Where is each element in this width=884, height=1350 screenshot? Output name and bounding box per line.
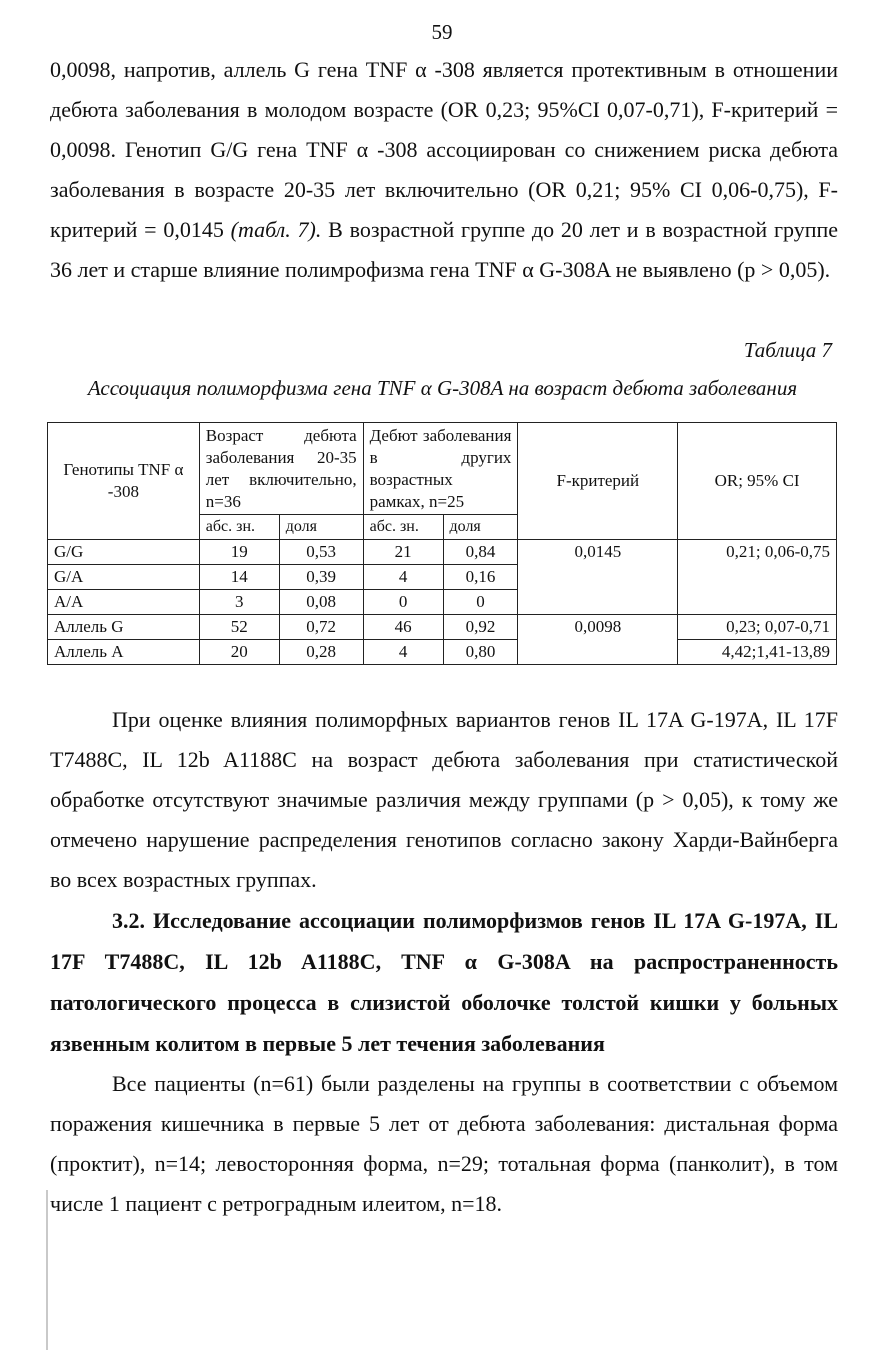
cell-share: 0,80 [443,640,518,665]
row-label: Аллель A [48,640,200,665]
cell-abs: 20 [199,640,279,665]
subheader-abs: абс. зн. [199,515,279,540]
subheader-share: доля [279,515,363,540]
row-label: G/G [48,540,200,565]
section-heading: 3.2. Исследование ассоциации полиморфизмов генов IL 17A G-197A, IL 17F T7488C, IL 12b A1188C, TNF α G-308A на распространенность патологического процесса в слизистой оболочке толстой кишки у больных язвенным колитом в первые 5 лет течения заболевания [50,908,838,1056]
cell-share: 0,39 [279,565,363,590]
paragraph-patient-groups: Все пациенты (n=61) были разделены на группы в соответствии с объемом поражения кишечника в первые 5 лет от дебюта заболевания: дистальная форма (проктит), n=14; левосторонняя форма, n=29; тотальная форма (панколит), в том числе 1 пациент с ретроградным илеитом, n=18. [50,1071,838,1216]
cell-f-alleles: 0,0098 [518,615,678,665]
cell-abs: 3 [199,590,279,615]
cell-f-genotypes: 0,0145 [518,540,678,615]
cell-abs: 46 [363,615,443,640]
cell-share: 0,28 [279,640,363,665]
cell-share: 0,53 [279,540,363,565]
header-group-20-35: Возраст дебюта заболевания 20-35 лет включительно, n=36 [199,423,363,515]
paragraph-text: 0,0098, напротив, аллель G гена TNF α -308 является протективным в отношении дебюта заболевания в молодом возрасте (OR 0,23; 95%CI 0,07-0,71), F-критерий = 0,0098. Генотип G/G гена TNF α -308 ассоциирован со снижением риска дебюта заболевания в возрасте 20-35 лет включительно (OR 0,21; 95% CI 0,06-0,75), F-критерий = 0,0145 [50,57,838,242]
table-row [48,540,837,565]
cell-abs: 21 [363,540,443,565]
header-group-other: Дебют заболевания в других возрастных рамках, n=25 [363,423,518,515]
subheader-abs: абс. зн. [363,515,443,540]
table-row [48,615,837,640]
cell-abs: 52 [199,615,279,640]
cell-share: 0,84 [443,540,518,565]
table-reference: (табл. 7). [230,217,322,242]
row-label: A/A [48,590,200,615]
cell-or-allele-a: 4,42;1,41-13,89 [678,640,837,665]
association-table [47,422,837,665]
cell-abs: 0 [363,590,443,615]
page-number: 59 [431,20,453,44]
cell-share: 0 [443,590,518,615]
cell-abs: 14 [199,565,279,590]
cell-abs: 4 [363,565,443,590]
paragraph-il-variants: При оценке влияния полиморфных вариантов генов IL 17A G-197A, IL 17F T7488C, IL 12b A1188C на возраст дебюта заболевания при статистической обработке отсутствуют значимые различия между группами (p > 0,05), к тому же отмечено нарушение распределения генотипов согласно закону Харди-Вайнберга во всех возрастных группах. [50,707,838,892]
header-genotypes: Генотипы TNF α -308 [48,423,200,540]
header-or-ci: OR; 95% CI [678,423,837,540]
cell-abs: 4 [363,640,443,665]
cell-or-genotypes: 0,21; 0,06-0,75 [678,540,837,615]
table-header-row [48,423,837,515]
cell-share: 0,92 [443,615,518,640]
cell-or-allele-g: 0,23; 0,07-0,71 [678,615,837,640]
row-label: G/A [48,565,200,590]
cell-share: 0,08 [279,590,363,615]
table-number: Таблица 7 [743,338,832,362]
scan-edge-line [46,1190,48,1350]
cell-share: 0,72 [279,615,363,640]
table-title: Ассоциация полиморфизма гена TNF α G-308A на возраст дебюта заболевания [87,376,798,400]
row-label: Аллель G [48,615,200,640]
cell-share: 0,16 [443,565,518,590]
paragraph-text: В возрастной группе до 20 лет и в возрастной группе 36 лет и старше влияние полимрофизма гена TNF α G-308A не выявлено (p > 0,05). [50,217,839,282]
header-f-criterion: F-критерий [518,423,678,540]
table-row [48,640,837,665]
cell-abs: 19 [199,540,279,565]
subheader-share: доля [443,515,518,540]
paragraph-tnf-association [50,50,838,290]
